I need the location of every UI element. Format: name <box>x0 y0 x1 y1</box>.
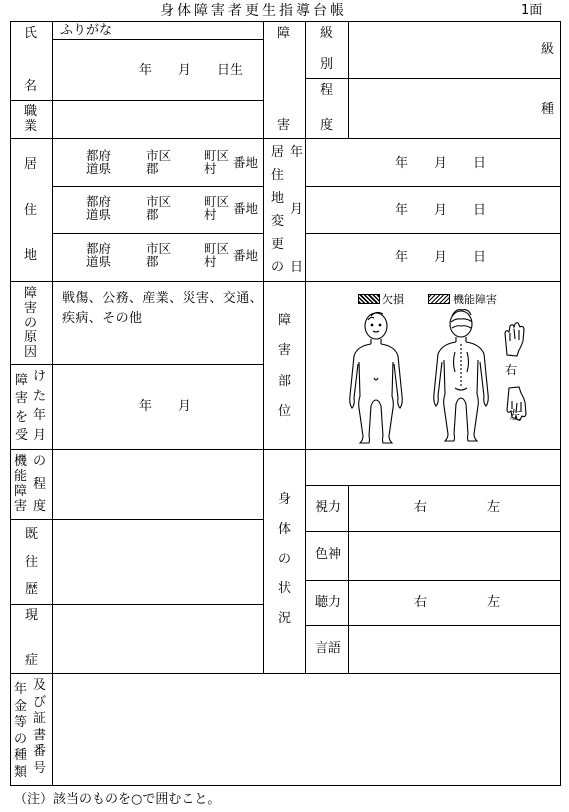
cause-label: 障 害 の 原 因 <box>24 286 38 360</box>
history-label: 既 往 歴 <box>25 527 39 597</box>
footnote: （注）該当のものを○で囲むこと。 <box>14 792 221 807</box>
disability-label-1: 障 <box>277 26 291 41</box>
vision-right-label: 右 <box>414 500 428 515</box>
change-date-label-month: 月 <box>290 202 304 217</box>
grade-label-2: 別 <box>320 57 334 72</box>
residence-label-3: 地 <box>24 248 38 263</box>
body-status-label: 身 体 の 状 況 <box>278 492 292 626</box>
right-hand-label: 右 <box>505 363 518 377</box>
disability-label-2: 害 <box>277 118 291 133</box>
left-hand-label: 左 <box>509 408 522 422</box>
change-date-1[interactable]: 年 月 日 <box>395 156 487 171</box>
change-date-label-year: 年 <box>290 145 304 160</box>
occupation-label: 職業 <box>24 104 38 134</box>
pension-label-col2: 及 び 証 書 番 号 <box>33 678 47 776</box>
change-date-3[interactable]: 年 月 日 <box>395 250 487 265</box>
grade-label-1: 級 <box>320 26 334 41</box>
address-row-1-town: 町区 村 <box>204 148 230 177</box>
address-row-3-lot: 番地 <box>233 248 259 263</box>
address-row-2-city: 市区 郡 <box>146 194 172 223</box>
degree-label-1: 程 <box>320 83 334 98</box>
function-degree-label-col1: 機 能 障 害 <box>14 454 28 514</box>
name-label-2: 名 <box>24 79 38 94</box>
type-unit: 種 <box>541 102 555 117</box>
body-front-figure <box>350 312 403 443</box>
hearing-label: 聴力 <box>315 595 342 610</box>
address-row-1-city: 市区 郡 <box>146 148 172 177</box>
name-label-1: 氏 <box>24 26 38 41</box>
address-row-3-town: 町区 村 <box>204 241 230 270</box>
pension-label-col1: 年 金 等 の 種 類 <box>14 682 28 780</box>
change-date-label-day: 日 <box>290 260 304 275</box>
grade-unit: 級 <box>541 42 555 57</box>
address-row-2-pref: 都府 道県 <box>86 194 112 223</box>
location-label: 障 害 部 位 <box>278 313 292 419</box>
address-row-2-town: 町区 村 <box>204 194 230 223</box>
injury-date-label-col1: 障 害 を 受 <box>15 373 29 443</box>
address-row-2-lot: 番地 <box>233 201 259 216</box>
change-date-2[interactable]: 年 月 日 <box>395 203 487 218</box>
hearing-left-label: 左 <box>487 595 501 610</box>
color-vision-label: 色神 <box>315 547 342 562</box>
body-back-figure <box>434 310 489 441</box>
residence-label-1: 居 <box>24 157 38 172</box>
page-number: 1面 <box>521 3 543 18</box>
address-row-3-city: 市区 郡 <box>146 241 172 270</box>
speech-label: 言語 <box>315 641 342 656</box>
present-label: 現 症 <box>25 608 39 668</box>
vision-left-label: 左 <box>487 500 501 515</box>
hearing-right-label: 右 <box>414 595 428 610</box>
form-title: 身体障害者更生指導台帳 <box>160 3 347 19</box>
address-row-3-pref: 都府 道県 <box>86 241 112 270</box>
furigana-label: ふりがな <box>60 23 113 38</box>
function-degree-label-col2: の 程 度 <box>33 454 47 514</box>
change-date-label-col1: 居 住 地 変 更 の <box>271 145 285 275</box>
address-row-1-lot: 番地 <box>233 155 259 170</box>
vision-label: 視力 <box>315 500 342 515</box>
residence-label-2: 住 <box>24 203 38 218</box>
legend-loss-label: 欠損 <box>382 293 404 306</box>
legend-function-label: 機能障害 <box>453 293 497 306</box>
injury-date-field[interactable]: 年 月 <box>139 399 192 414</box>
cause-options[interactable]: 戦傷、公務、産業、災害、交通、疾病、その他 <box>62 291 264 326</box>
address-row-1-pref: 都府 道県 <box>86 148 112 177</box>
injury-date-label-col2: け た 年 月 <box>33 369 47 443</box>
degree-label-2: 度 <box>320 118 334 133</box>
birth-date-field[interactable]: 年 月 日生 <box>139 63 244 78</box>
